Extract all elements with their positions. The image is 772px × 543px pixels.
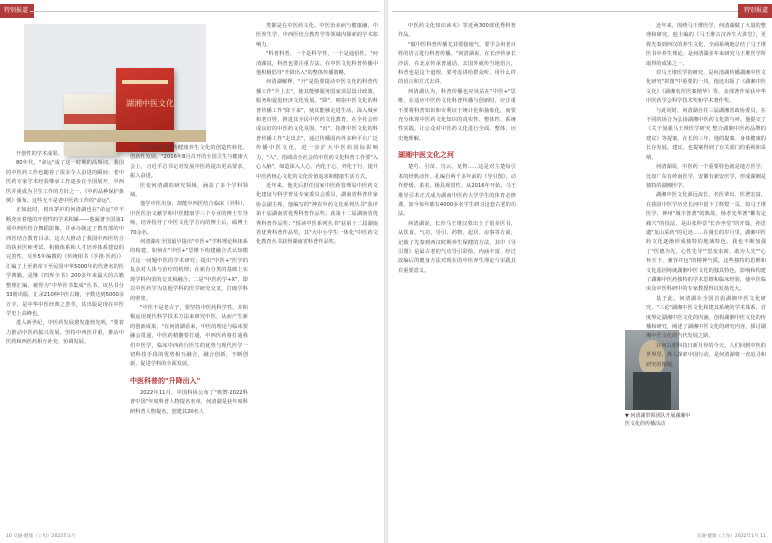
section-tag-right: 特别报道 <box>738 4 772 18</box>
paragraph: "做中医科普传播尤其要接地气，要学会用老百姓的语言进行科普传播。"何清湖说，在长沙传承长沙话，在北京传承普通话，去国外就传当地语言，科普也是这个道理，要考虑讲给群众听，用什么样的语言和方式去讲。 <box>398 41 516 86</box>
paragraph: 他学中医出身，却能中西医结合临床（外科），中医医治文献学和中医健康学三个专业的博士生导师，培养指导了中医文化学方向的博士后，硕博士70余名。 <box>130 201 248 236</box>
paragraph: 努力实现中医药健康养生文化的创造性转化、创新性发展。"2016年8月召开的全国卫生与健康大会上，习近平总书记对发展中医药提出更高要求，振人奋进。 <box>130 145 248 180</box>
paragraph: 在何以想科技日新月异的今天，人们回到中医的世界里，离人探索中国行动，是何清湖将一直追寻和研究的课题。 <box>646 342 766 368</box>
paragraph: 类都是在中医药文化、中医治未病与健康融、中医养生学、中西医结合教育学等领域内探索的学术影响力。 <box>256 23 378 48</box>
paragraph: 何清湖在全国最早提出"中医+"学科理论和体系的构建，如何在"中医+"思维下构建融合式认知模式这一问题中医的学术研究；提出"中医+"医学的复杂对人体与治疗的机理；在新有分类的基础上实现学科内渠的交叉和融合；二是"中医药学+X"，即以中医药学为其他学科的医学研究交叉，打破学科的壁垒。 <box>130 239 248 302</box>
left-col-2 <box>130 22 248 532</box>
footer-right: 交通·健康（上旬）2022年1月 11 <box>696 534 766 539</box>
paragraph: 基于此，何清湖在全国首倡湖湘中医文化研究，"三论"湖湘中医文化和建其系统的学术体系，首度界定湖湘中医文化的内涵，创构湖湘中医文化的传播和研究，阐述了湖湘中医文化的研究内容，探讨湖湘中医文化的当代发展之路。 <box>646 295 766 340</box>
book-cover-title: 湖湘中医文化 <box>126 99 174 108</box>
footer-left: 10 交通·健康（上旬）2022年1月 <box>6 534 76 539</box>
right-col-3 <box>646 22 766 532</box>
left-page <box>0 0 384 543</box>
left-col-1 <box>6 150 124 532</box>
paragraph: 2022年11月，中国科协公布了"典赞·2022科普中国"年度科普人物提名名单，何清湖是获年度科研科普人物提名。创建其20名人 <box>130 389 248 415</box>
paragraph: 进入新世纪，中医药发展愈发蓬勃光明，"要着力推动中医药振兴发展，坚持中西医并重，推动中医药和西医药相互补充、协调发展。 <box>6 320 124 346</box>
right-col-1 <box>398 22 516 532</box>
paragraph: 何清湖认为，科普传播也应该站在"中医+"思维，在适应中医药文化科普传播与创新时，应注重不要将科普知识和专利证于统计化和抽象化，而要充分体现中医药文化知识的真实性、整体性、系统性实践，让公众对中医药文化进行全面、整体、历史地理解。 <box>398 88 516 142</box>
left-col-3 <box>256 22 378 532</box>
section-tag-left: 特别报道 <box>0 4 34 18</box>
paragraph: 中医药文化知识读本》等近两300部优秀科普作品。 <box>398 23 516 39</box>
paragraph: 80年代，"命运"成了这一时期的高频词。我国的中医药工作也随着了很多令人奋进的瞬间：老中医药专家学术经验继承工作逐步在全国展开，中西医并重成为卫生工作的方针之一，《中药品种保护条例》颁布。这些无不是老中医药工作的"命运"。 <box>6 160 124 205</box>
paragraph: 正如此时，初出茅庐的何清湖也在"命运"中不断充实着他的开创性的学术积累——他凝著全国第1项中西医结合舞蹈影像，并承办制定了教育部的中西医结合教育目录。这大大推动了我国中西医结合的执业医师考试、积极体系和人才培养体系建设的完善性，另外5年编撰的《传统相书（手推·医药）》汇编了上至黄帝下至民国中华5000年的代著名的医学典籍，是继《四库全书》200多年来最大的古籍整理汇编，被誉为"中华医书集成"丛书，该丛书分33册出版，汇录210种中医古籍，字数达到5000余万字，是中华中医经典之荟萃，其出版是现在中医学史上高峰也。 <box>6 207 124 317</box>
photo-caption: ▼ 何清湖带领团队开展湖湘中医文化的传播活动 <box>625 413 691 427</box>
section-heading: 中医科普的"升降出入" <box>130 376 201 385</box>
paragraph: 与此同时，何清湖自任三届湖湘省政协委员，在不同的场合为弘扬湖湘中医药文化鼓与呼。他提交了《关于加强马王堆医学研究 整合湖湘中医药品牌的建议》等提案。在长的三年，他的提案、身体健康的长存发展，建议，也提案得到了有关部门的重视和采纳。 <box>646 107 766 161</box>
right-page <box>388 0 772 543</box>
paragraph: 湖湘中医文化源远流长，名医辈出，医著宏富，在我国中医学历史长河中留下了辉煌一页。如马王堆医学，神州"城丰善著"的典故，杨孝先华著"郴有定痛穴"的技法，是由张仲景"长沙坐堂"的开篇，孙思邈"龙山采药"的足迹……在漫长的岁月里，湖湘中医药文化逐渐形成独特的地域特色。我也不断加强了"医德为先，心性先导""思变求新、敢为人先""心怀天下、兼容并包"的精神气质，这些独特的思维和文化基因铸就湖湘中医文化的独具特色，影响和构建了湖湘中医药独特的学术思维和临床经验，使中医临床及中医科研中的专家教授得以发扬光大。 <box>646 192 766 293</box>
paragraph: 何清湖解释，"升"是指要提动中医文化的科普传播工作"升上去"，使其能够服务国家顶层设计政策，服务和促进经济文化发展。"降"，则指中医文化的科普传播工作"降下来"，使其能够走进生活，深入城乡和老百姓，推进其全民中医药文化教育，在全社会形成良好的中医药文化氛围。"出"，指推中医文化的科普传播工作"走出去"，通过传播国内外多种平台广泛传播中医文化，进一步扩大中医药国际影响力。"入"，指调动全社会的中医药文化科普工作要"入心入脑"，缔造深入人心、内化于心，外化于行，提升中医药核心文化的文化价值追求和健康生活方式。 <box>256 79 378 180</box>
book-cover-secondary <box>64 94 118 156</box>
paragraph: 对马王堆医学的研究，是何清湖传播湖湘中医文化研究"拼图"中重要的一块。他还出版了《湖湘中医文化》《湖湘名医医案精华》等，多部著作荣获中华中医药学会科学技术奖和学术著作奖。 <box>646 70 766 105</box>
paragraph: 开创性的学术成果。 <box>16 151 63 157</box>
paragraph: 近年来，围绕马王堆医学，何清湖做了大量的整理和研究。他主编的《马王堆古汉养生大讲堂》，更将先秦到西汉的养生文化，全面系统地总结了马王堆医书中养生理论。是何清湖多年来研究马王堆医学所取得的成果之一。 <box>646 23 766 67</box>
paragraph: 何清湖说，长沙马王堆汉墓出土了很多医书，从饮食、气功、导引、药物、起居、房事等方面，记载了先秦到西汉时期养生保健的方法，其中《导引图》是最古老的气功导引彩绘，内涵丰富，经过改编后的健身方法对现在的中医养生理论与实践具有重要意义。 <box>398 220 516 274</box>
paragraph: 楚芍、引苗、鸟云、龙脊……这是对主楚每引术的经典动作。孔编自两千多年前的《导引图》。动作舒缓、柔美，极具观赏性。从2016年开始，马王堆导引术正式成为湖南中医药大学学生的体育必修课，如今每年都有4000多名学生研习这套古老的功法。 <box>398 164 516 218</box>
header-rule-right <box>392 11 742 12</box>
paragraph: "科普科普，一个是科学性，一个是通俗性。"何清湖说，科普也要注重方法。在中医文化科普传播中他积极倡导"升降出入"的整体传播策略。 <box>256 51 378 77</box>
paragraph: 近年来，他先后担任国家中医药管理局中医药文化建设与科学普及专家委员会委员，湖南省科普作家协会副主席，他编写的"神农中药文化系列丛书"获评第十届湖南省优秀科普作品奖；获第十二届湖南省优秀科普作品奖；"悦读中医系列丛书"获第十二届湖南省优秀科普作品奖，其"大中小学生一体化"中医药文化教育丛书获得湖南省科普作品奖。 <box>256 182 378 246</box>
paragraph: 医变何清湖的研究领域，涵盖了多个学科领域。 <box>130 182 248 199</box>
paragraph: "中医不是老古子，要坚持中医药科学性。并积极运用现代科学技术方法来研究中医，从而产生新的创新成果。"在何清湖看来，中医的理论与临床要融会贯通，中医药精髓要打通，中西医药将打通我们中医学，临床中西药行医生的优势与现代医学一切科技手段的优势相互融合，融合创新，不断创新，促进学科的全面发展。 <box>130 304 248 368</box>
header-rule-left <box>30 11 380 12</box>
section-heading: 湖湘中医文化之河 <box>398 151 454 160</box>
paragraph: 何清湖说，中医药一个重要特色就是地方医学，比如广东有岭南医学，安徽有新安医学，形成湖湘是独特的湖湘医学。 <box>646 164 766 189</box>
